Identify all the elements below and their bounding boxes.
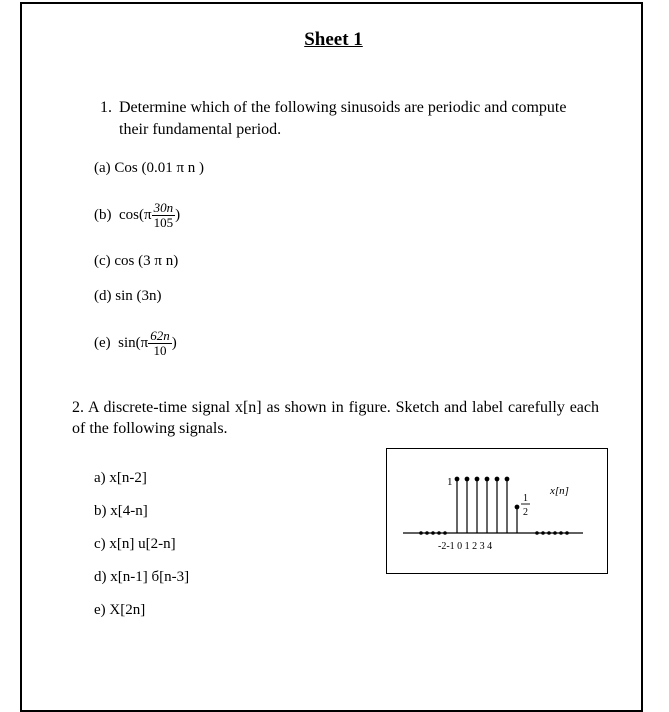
q2-item-b: b) x[4-n] [94, 503, 148, 519]
stem-plot [387, 449, 607, 573]
q1-item-b: (b) cos(π $\frac{30n}{105}$ ) [94, 200, 181, 230]
q1-item-e: (e) sin(π $\frac{62n}{10}$ ) [94, 328, 177, 358]
q2-item-d: d) x[n-1] б[n-3] [94, 569, 190, 585]
q1-item-c: (c) cos (3 π n) [94, 253, 179, 269]
question-1-number: 1. [100, 99, 112, 116]
question-1 [100, 97, 580, 141]
axis-tick-labels: -2-1 0 1 2 3 4 [438, 541, 493, 552]
q2-item-a: a) x[n-2] [94, 470, 147, 486]
signal-figure [386, 448, 608, 574]
unit-stems [455, 477, 509, 533]
question-1-text: Determine which of the following sinusoids are periodic and compute their fundamental period. [119, 99, 567, 138]
one-label: 1 [447, 476, 453, 488]
half-stem [515, 505, 519, 533]
sheet-frame [20, 2, 643, 712]
question-2-text: 2. A discrete-time signal x[n] as shown in figure. Sketch and label carefully each of the following signals. [72, 399, 599, 437]
q2-item-c: c) x[n] u[2-n] [94, 536, 176, 552]
q1-item-d: (d) sin (3n) [94, 288, 162, 304]
half-numerator: 1 [523, 493, 528, 504]
signal-label: x[n] [550, 485, 569, 497]
q1-item-a: (a) Cos (0.01 π n ) [94, 160, 205, 176]
q2-item-e: e) X[2n] [94, 602, 146, 618]
page-title: Sheet 1 [304, 29, 363, 50]
half-denominator: 2 [523, 507, 528, 518]
